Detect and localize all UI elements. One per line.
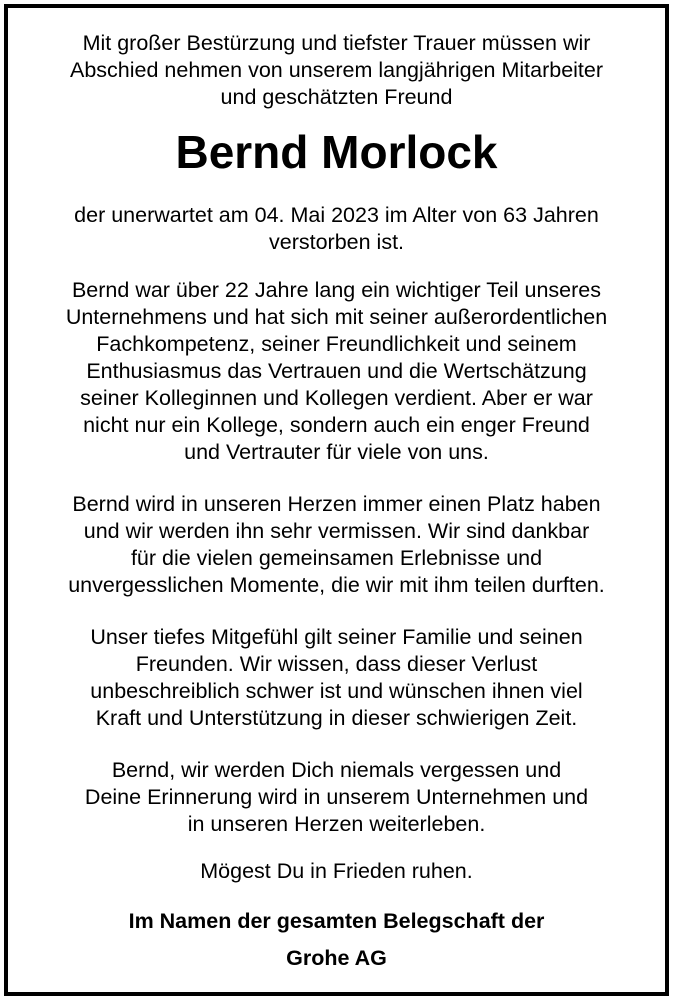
paragraph-line: unbeschreiblich schwer ist und wünschen ihnen viel — [90, 679, 583, 703]
signature-line: Im Namen der gesamten Belegschaft der — [128, 909, 545, 933]
death-notice-line: verstorben ist. — [268, 230, 405, 254]
paragraph-line: Kraft und Unterstützung in dieser schwierigen Zeit. — [95, 706, 578, 730]
paragraph-line: seiner Kolleginnen und Kollegen verdient. Aber er war — [80, 386, 593, 410]
deceased-name: Bernd Morlock — [175, 126, 498, 178]
intro-line: und geschätzten Freund — [220, 85, 453, 109]
paragraph-line: Deine Erinnerung wird in unserem Unternehmen und — [84, 785, 589, 809]
paragraph-line: und Vertrauter für viele von uns. — [184, 440, 489, 464]
paragraph-line: Freunden. Wir wissen, dass dieser Verlust — [135, 652, 538, 676]
paragraph-line: unvergesslichen Momente, die wir mit ihm teilen durften. — [68, 573, 605, 597]
paragraph-line: Bernd wird in unseren Herzen immer einen Platz haben — [72, 492, 601, 516]
death-notice-line: der unerwartet am 04. Mai 2023 im Alter von 63 Jahren — [74, 203, 599, 227]
paragraph-line: Fachkompetenz, seiner Freundlichkeit und seinem — [96, 332, 577, 356]
paragraph-line: nicht nur ein Kollege, sondern auch ein enger Freund — [83, 413, 590, 437]
paragraph-line: und wir werden ihn sehr vermissen. Wir sind dankbar — [83, 519, 590, 543]
paragraph-line: für die vielen gemeinsamen Erlebnisse und — [130, 546, 543, 570]
company-name: Grohe AG — [286, 946, 387, 970]
paragraph-line: in unseren Herzen weiterleben. — [187, 812, 486, 836]
paragraph-line: Unternehmens und hat sich mit seiner außerordentlichen — [65, 305, 608, 329]
paragraph-line: Enthusiasmus das Vertrauen und die Wertschätzung — [86, 359, 587, 383]
intro-line: Abschied nehmen von unserem langjährigen Mitarbeiter — [69, 58, 604, 82]
paragraph-line: Bernd, wir werden Dich niemals vergessen und — [111, 758, 562, 782]
intro-line: Mit großer Bestürzung und tiefster Trauer müssen wir — [82, 31, 591, 55]
paragraph-line: Bernd war über 22 Jahre lang ein wichtiger Teil unseres — [71, 278, 602, 302]
farewell-line: Mögest Du in Frieden ruhen. — [200, 859, 473, 883]
paragraph-line: Unser tiefes Mitgefühl gilt seiner Familie und seinen — [90, 625, 583, 649]
